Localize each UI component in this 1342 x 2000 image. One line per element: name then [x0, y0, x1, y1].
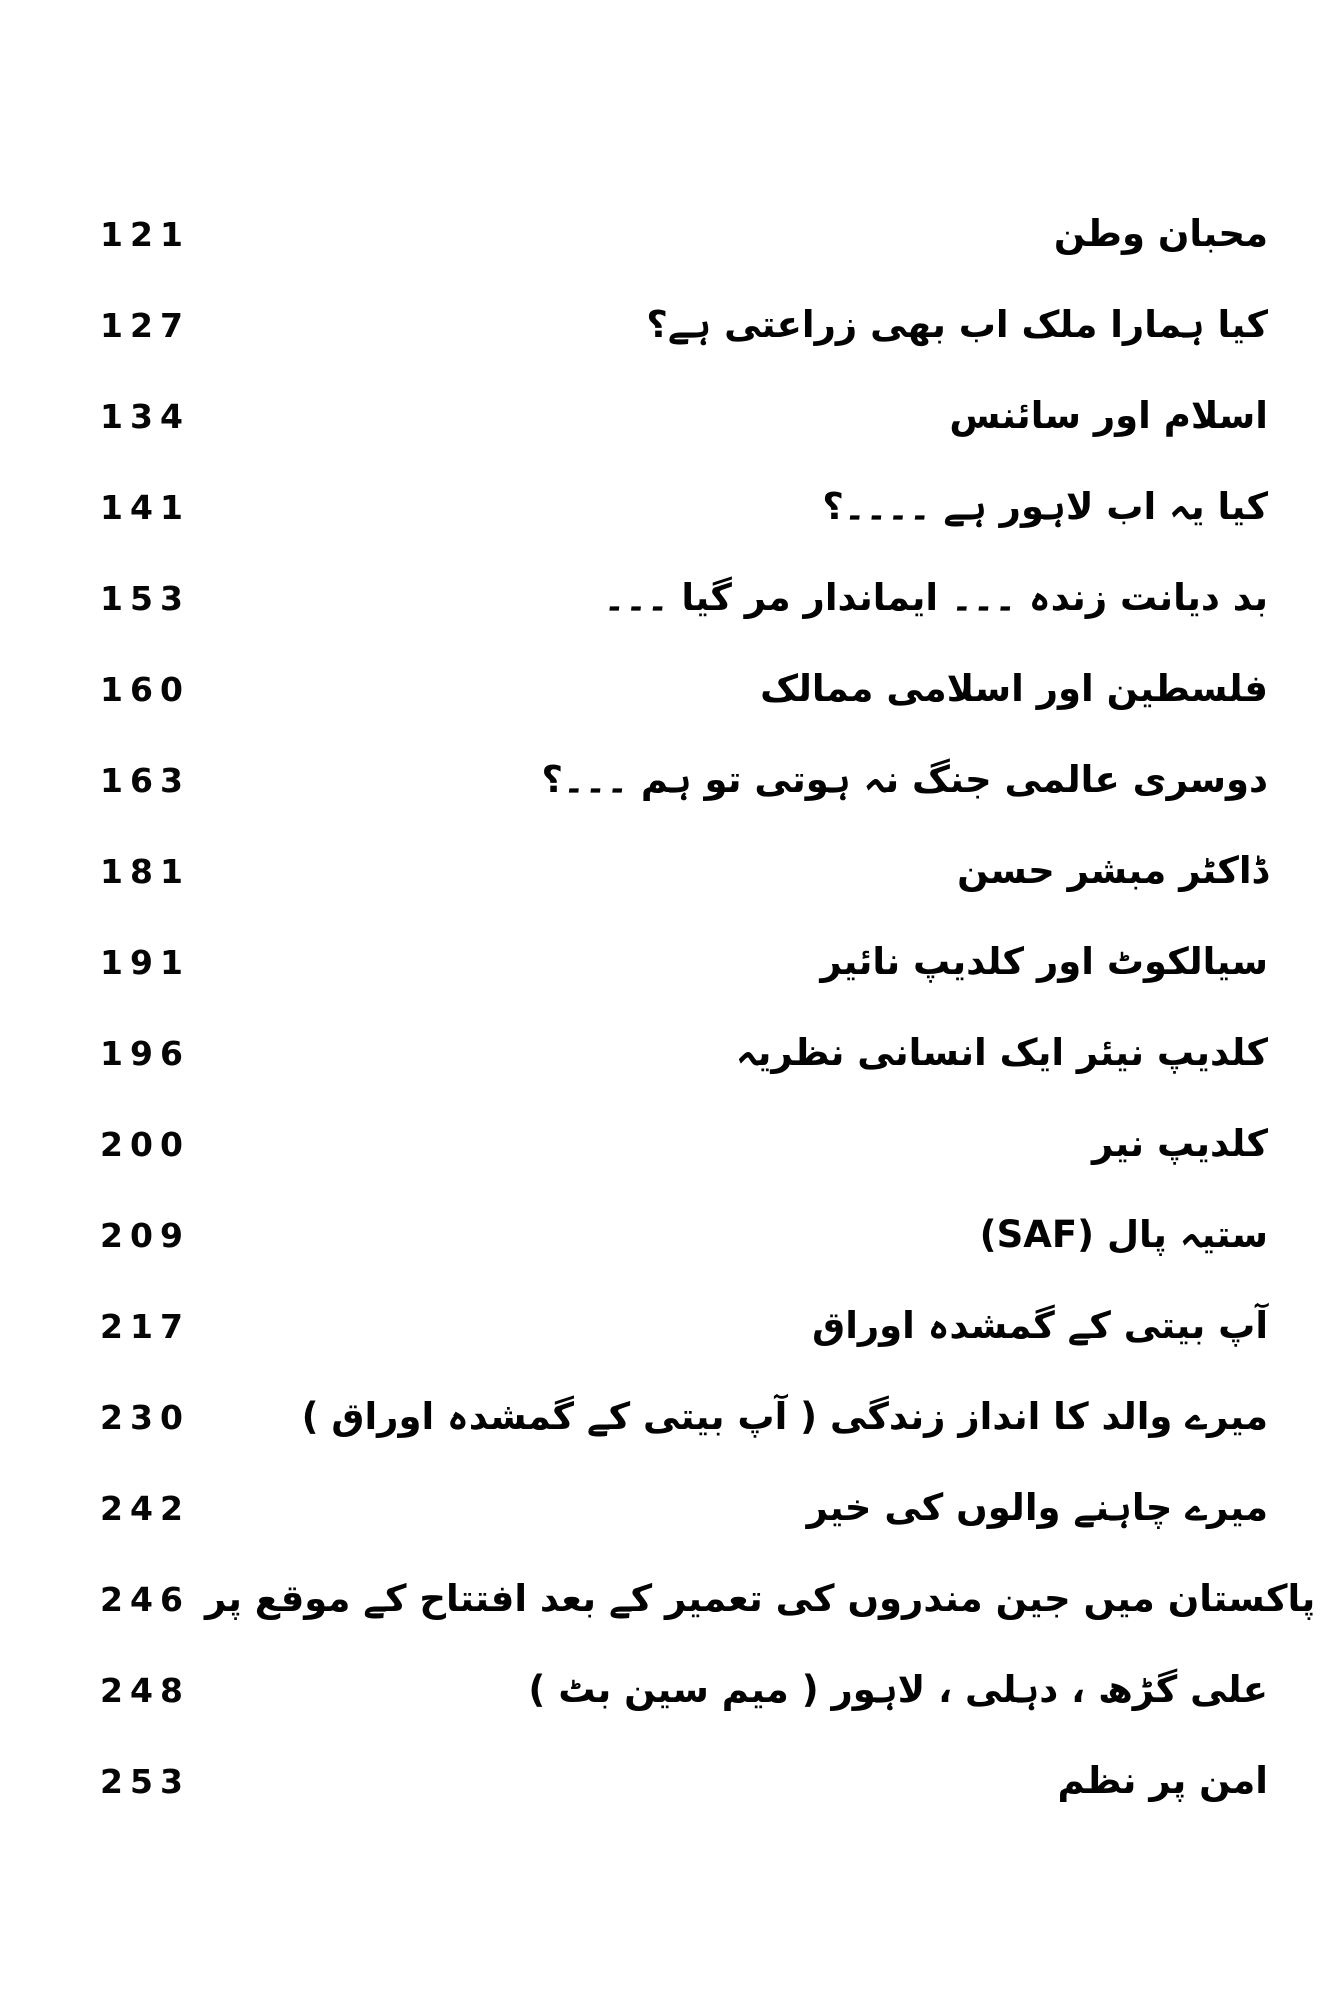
toc-page-number: 134	[100, 397, 190, 436]
toc-entry	[85, 826, 1272, 917]
toc-title: محبان وطن	[1053, 212, 1268, 256]
toc-title: علی گڑھ ، دہلی ، لاہور ( میم سین بٹ )	[528, 1668, 1268, 1712]
toc-entry	[85, 1099, 1272, 1190]
toc-entry	[85, 1372, 1272, 1463]
toc-page-number: 209	[100, 1216, 190, 1255]
toc-page-number: 253	[100, 1762, 190, 1801]
toc-title: میرے والد کا انداز زندگی ( آپ بیتی کے گمشدہ اوراق )	[301, 1395, 1268, 1439]
toc-title: دوسری عالمی جنگ نہ ہوتی تو ہم ۔۔۔؟	[541, 758, 1268, 802]
toc-page-number: 141	[100, 488, 190, 527]
toc-title: اسلام اور سائنس	[949, 394, 1268, 438]
toc-page-number: 248	[100, 1671, 190, 1710]
toc-title: بد دیانت زندہ ۔۔۔ ایماندار مر گیا ۔۔۔	[603, 576, 1268, 620]
toc-entry	[85, 1008, 1272, 1099]
toc-page-number: 160	[100, 670, 190, 709]
toc-page-number: 127	[100, 306, 190, 345]
toc-title: کلدیپ نیئر ایک انسانی نظریہ	[735, 1031, 1268, 1075]
toc-entry	[85, 1190, 1272, 1281]
toc-page-number: 217	[100, 1307, 190, 1346]
toc-entry	[85, 371, 1272, 462]
toc-title: پاکستان میں جین مندروں کی تعمیر کے بعد افتتاح کے موقع پر	[205, 1577, 1316, 1621]
toc-title: کیا ہمارا ملک اب بھی زراعتی ہے؟	[646, 303, 1268, 347]
toc-page-number: 230	[100, 1398, 190, 1437]
toc-entry	[85, 189, 1272, 280]
toc-page-number: 181	[100, 852, 190, 891]
toc-entry	[85, 917, 1272, 1008]
toc-title: امن پر نظم	[1057, 1759, 1268, 1803]
toc-entry	[85, 280, 1272, 371]
toc-page-number: 200	[100, 1125, 190, 1164]
toc-entry	[85, 1736, 1272, 1827]
toc-title: کیا یہ اب لاہور ہے ۔۔۔۔؟	[822, 485, 1268, 529]
toc-entry	[85, 1281, 1272, 1372]
toc-page-number: 242	[100, 1489, 190, 1528]
toc-entry	[85, 735, 1272, 826]
toc-entry	[85, 1554, 1316, 1645]
toc-title: ڈاکٹر مبشر حسن	[957, 849, 1268, 893]
toc-entry	[85, 462, 1272, 553]
toc-entry	[85, 1645, 1272, 1736]
toc-title: آپ بیتی کے گمشدہ اوراق	[812, 1304, 1268, 1348]
toc-page-number: 196	[100, 1034, 190, 1073]
toc-title: کلدیپ نیر	[1092, 1122, 1268, 1166]
toc-title: سیالکوٹ اور کلدیپ نائیر	[820, 940, 1268, 984]
toc-title: فلسطین اور اسلامی ممالک	[760, 667, 1268, 711]
toc-page-number: 191	[100, 943, 190, 982]
toc-entry	[85, 644, 1272, 735]
toc-page-number: 153	[100, 579, 190, 618]
toc-title: ستیہ پال (SAF)	[979, 1213, 1268, 1257]
toc-title: میرے چاہنے والوں کی خیر	[806, 1486, 1268, 1530]
toc-page-number: 246	[100, 1580, 190, 1619]
toc-entry	[85, 553, 1272, 644]
toc-page-number: 121	[100, 215, 190, 254]
toc-page-number: 163	[100, 761, 190, 800]
toc-entry	[85, 1463, 1272, 1554]
